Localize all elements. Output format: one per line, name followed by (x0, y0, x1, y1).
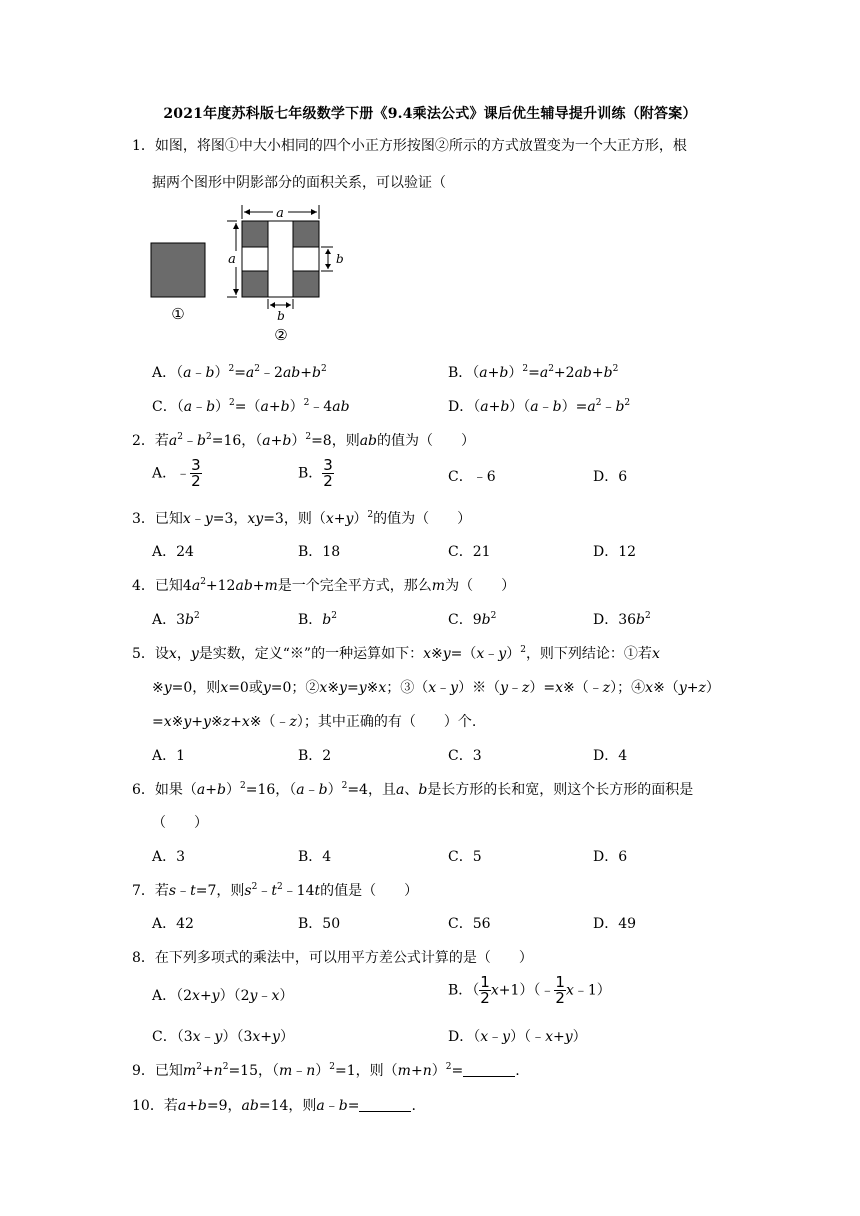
q8-option-d[interactable]: D．（x﹣y）（﹣x+y） (448, 1029, 587, 1045)
q7-option-b[interactable]: B．50 (298, 916, 341, 932)
q3-option-a[interactable]: A．24 (152, 544, 194, 560)
q2-option-b[interactable]: B． $\frac{3}{2}$ (298, 456, 333, 490)
q2-option-c[interactable]: C．﹣6 (448, 469, 496, 485)
q7-option-d[interactable]: D．49 (593, 916, 637, 932)
q4-option-b[interactable]: B．$b^2$ (298, 611, 337, 628)
q6-option-d[interactable]: D．6 (593, 849, 628, 865)
q5-option-a[interactable]: A．1 (152, 748, 186, 764)
question-5: 5．设x，y是实数，定义“※”的一种运算如下：x※y=（x﹣y）$^2$，则下列结论：①若x (132, 645, 660, 662)
answer-blank-9[interactable] (463, 1063, 515, 1077)
question-number: 1． (132, 138, 155, 154)
svg-text:a: a (276, 206, 284, 221)
q3-option-b[interactable]: B．18 (298, 544, 341, 560)
page-title: 2021年度苏科版七年级数学下册《9.4乘法公式》课后优生辅导提升训练（附答案） (163, 106, 697, 122)
question-3: 3．已知x﹣y=3，xy=3，则$(x+y)^2$的值为（ ） (132, 510, 472, 527)
q8-option-c[interactable]: C．（3x﹣y）（3x+y） (152, 1029, 294, 1045)
q4-option-c[interactable]: C．$9b^2$ (448, 611, 497, 628)
question-2: 2．若$a^2﹣b^2=16$，$(a+b)^2=8$，则ab的值为（ ） (132, 432, 476, 449)
question-6: 6．如果$(a+b)^2=16$，（a﹣b）$^2$=4，且a、b是长方形的长和宽，则这个长方形的面积是 (132, 781, 694, 798)
q8-option-b[interactable]: B．（ $\frac{1}{2}$ x+1）（﹣ $\frac{1}{2}$ x﹣1） (448, 973, 611, 1007)
q2-option-d[interactable]: D．6 (593, 469, 628, 485)
question-8: 8．在下列多项式的乘法中，可以用平方差公式计算的是（ ） (132, 950, 533, 966)
q8-option-a[interactable]: A．（2x+y）（2y﹣x） (152, 988, 294, 1004)
figure-2-caption: ② (274, 326, 288, 344)
q6-option-c[interactable]: C．5 (448, 849, 482, 865)
q7-option-a[interactable]: A．42 (152, 916, 194, 932)
q1-option-d[interactable]: D．$(a+b)(a﹣b)=a^2﹣b^2$ (448, 398, 631, 415)
question-5-line3: =x※y+y※z+x※（﹣z）；其中正确的有（ ）个. (152, 714, 477, 730)
svg-text:b: b (277, 309, 285, 323)
q5-option-d[interactable]: D．4 (593, 748, 628, 764)
figure-1-caption: ① (171, 305, 185, 323)
figure-1-square (151, 243, 205, 297)
q1-option-c[interactable]: C．$(a﹣b)^2=(a+b)^2﹣4ab$ (152, 398, 350, 415)
q7-option-c[interactable]: C．56 (448, 916, 491, 932)
q1-option-b[interactable]: B．$(a+b)^2=a^2+2ab+b^2$ (448, 364, 619, 381)
answer-blank-10[interactable] (359, 1098, 411, 1112)
question-1: 1．如图，将图①中大小相同的四个小正方形按图②所示的方式放置变为一个大正方形，根 (132, 138, 687, 154)
q3-option-d[interactable]: D．12 (593, 544, 637, 560)
question-9: 9．已知$m^2+n^2=15$，（m﹣n）$^2$=1，则$(m+n)^2=$ . (132, 1062, 520, 1079)
question-4: 4．已知$4a^2+12ab+m$是一个完全平方式，那么m为（ ） (132, 577, 516, 594)
q4-option-a[interactable]: A．$3b^2$ (152, 611, 200, 628)
q5-option-b[interactable]: B．2 (298, 748, 332, 764)
question-5-line2: ※y=0，则x=0或y=0；②x※y=y※x；③（x﹣y）※（y﹣z）=x※（﹣z）；④x※（y+z） (152, 680, 720, 696)
q3-option-c[interactable]: C．21 (448, 544, 491, 560)
q6-option-a[interactable]: A．3 (152, 849, 186, 865)
q4-option-d[interactable]: D．$36b^2$ (593, 611, 651, 628)
q1-option-a[interactable]: A．$(a﹣b)^2=a^2﹣2ab+b^2$ (152, 364, 327, 381)
svg-text:b: b (336, 252, 344, 266)
figure-squares (145, 195, 360, 350)
question-7: 7．若s﹣t=7，则$s^2﹣t^2﹣14t$的值是（ ） (132, 882, 419, 899)
q6-option-b[interactable]: B．4 (298, 849, 332, 865)
question-6-line2: （ ） (152, 815, 208, 831)
figure-2 (242, 221, 319, 297)
question-10: 10．若a+b=9，ab=14，则a﹣b= . (132, 1098, 416, 1114)
q5-option-c[interactable]: C．3 (448, 748, 482, 764)
svg-text:a: a (228, 252, 236, 267)
q2-option-a[interactable]: A．﹣ $\frac{3}{2}$ (152, 456, 201, 490)
question-1-line2: 据两个图形中阴影部分的面积关系，可以验证（ (152, 175, 446, 191)
